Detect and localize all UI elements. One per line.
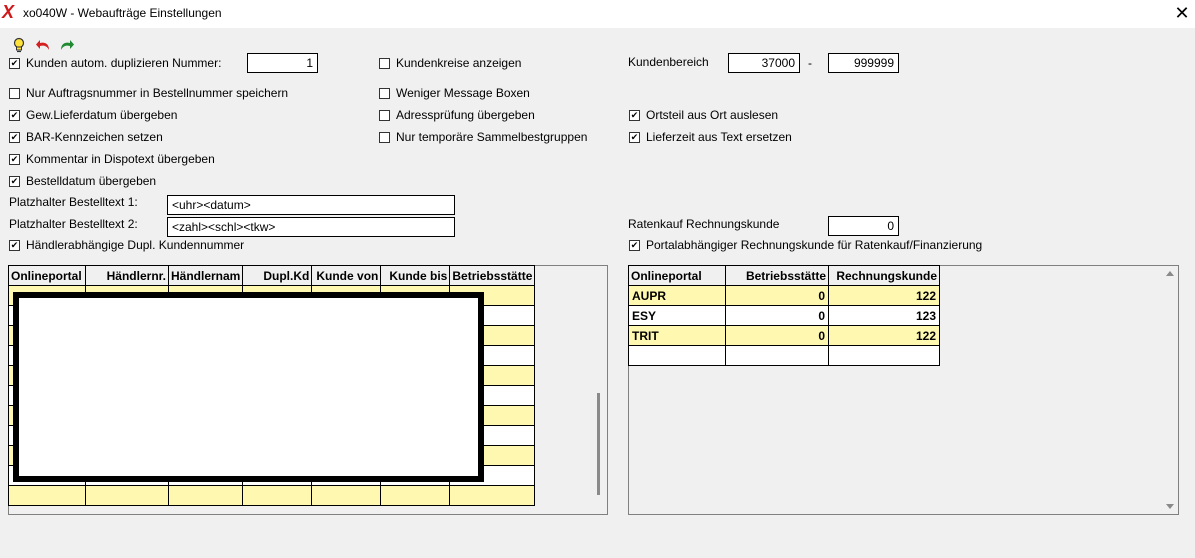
platzhalter2-label: Platzhalter Bestelltext 2: [9, 217, 138, 231]
option-label: Bestelldatum übergeben [26, 174, 157, 188]
checkbox[interactable] [379, 132, 390, 143]
option-ortsteil[interactable] [629, 108, 778, 122]
checkbox[interactable] [9, 88, 20, 99]
range-separator: - [808, 56, 812, 70]
table-row[interactable] [629, 346, 940, 366]
left-scrollbar-thumb[interactable] [597, 393, 600, 495]
redo-icon[interactable] [59, 37, 75, 53]
checkbox[interactable] [9, 58, 20, 69]
cell-portal: TRIT [629, 326, 726, 346]
option-kunden-dupl[interactable] [9, 56, 221, 70]
option-portal-rechnungskunde[interactable] [629, 238, 982, 252]
option-label: Kommentar in Dispotext übergeben [26, 152, 215, 166]
option-label: Weniger Message Boxen [396, 86, 530, 100]
lightbulb-icon[interactable] [11, 37, 27, 53]
cell-betriebsstaette: 0 [726, 286, 829, 306]
platzhalter1-input[interactable] [167, 195, 455, 215]
option-label: Ortsteil aus Ort auslesen [646, 108, 779, 122]
option-gew-lieferdatum[interactable] [9, 108, 177, 122]
checkbox[interactable] [629, 110, 640, 121]
window-title: xo040W - Webaufträge Einstellungen [23, 6, 222, 20]
checkbox[interactable] [379, 88, 390, 99]
column-header[interactable]: Rechnungskunde [829, 266, 940, 286]
column-header[interactable]: Onlineportal [629, 266, 726, 286]
close-icon[interactable]: ✕ [1174, 3, 1190, 23]
checkbox[interactable] [9, 240, 20, 251]
cell-betriebsstaette [726, 346, 829, 366]
column-header[interactable]: Onlineportal [9, 266, 86, 286]
option-adresspruefung[interactable] [379, 108, 535, 122]
cell-rechnungskunde: 122 [829, 286, 940, 306]
option-nur-auftragsnummer[interactable] [9, 86, 288, 100]
checkbox[interactable] [9, 132, 20, 143]
option-bestelldatum[interactable] [9, 174, 156, 188]
app-icon: X [2, 2, 15, 22]
kundenbereich-from-input[interactable] [728, 53, 800, 73]
checkbox[interactable] [379, 58, 390, 69]
undo-icon[interactable] [35, 37, 51, 53]
option-label: Gew.Lieferdatum übergeben [26, 108, 178, 122]
ratenkauf-input[interactable] [828, 216, 899, 236]
checkbox[interactable] [9, 110, 20, 121]
option-label: Kundenkreise anzeigen [396, 56, 522, 70]
checkbox[interactable] [629, 240, 640, 251]
scroll-down-icon[interactable] [1165, 503, 1175, 511]
column-header[interactable]: Kunde bis [381, 266, 450, 286]
table-row[interactable] [629, 286, 940, 306]
option-kommentar-dispotext[interactable] [9, 152, 215, 166]
option-kundenkreise[interactable] [379, 56, 521, 70]
cell-portal: ESY [629, 306, 726, 326]
kundenbereich-to-input[interactable] [828, 53, 899, 73]
option-sammelbestgruppen[interactable] [379, 130, 587, 144]
redaction-box [13, 292, 484, 482]
option-bar-kennzeichen[interactable] [9, 130, 163, 144]
platzhalter1-label: Platzhalter Bestelltext 1: [9, 195, 138, 209]
option-label: Adressprüfung übergeben [396, 108, 535, 122]
cell-betriebsstaette: 0 [726, 306, 829, 326]
checkbox[interactable] [9, 176, 20, 187]
option-label: Lieferzeit aus Text ersetzen [646, 130, 792, 144]
column-header[interactable]: Händlernr. [86, 266, 169, 286]
column-header[interactable]: Betriebsstätte [726, 266, 829, 286]
table-row[interactable] [9, 486, 535, 506]
option-label: Nur Auftragsnummer in Bestellnummer speichern [26, 86, 289, 100]
dup-number-input[interactable] [247, 53, 318, 73]
column-header[interactable]: Dupl.Kd [243, 266, 312, 286]
kundenbereich-label: Kundenbereich [628, 55, 709, 69]
rechnungskunde-table [628, 265, 940, 366]
table-row[interactable] [629, 306, 940, 326]
checkbox[interactable] [379, 110, 390, 121]
option-label: Nur temporäre Sammelbestgruppen [396, 130, 588, 144]
option-label: Händlerabhängige Dupl. Kundennummer [26, 238, 245, 252]
cell-rechnungskunde: 123 [829, 306, 940, 326]
checkbox[interactable] [9, 154, 20, 165]
option-label: Kunden autom. duplizieren Nummer: [26, 56, 222, 70]
cell-rechnungskunde: 122 [829, 326, 940, 346]
scroll-up-icon[interactable] [1165, 269, 1175, 277]
cell-betriebsstaette: 0 [726, 326, 829, 346]
option-lieferzeit[interactable] [629, 130, 792, 144]
cell-portal [629, 346, 726, 366]
option-haendler-dupl[interactable] [9, 238, 244, 252]
checkbox[interactable] [629, 132, 640, 143]
ratenkauf-label: Ratenkauf Rechnungskunde [628, 217, 780, 231]
option-label: BAR-Kennzeichen setzen [26, 130, 163, 144]
option-weniger-message[interactable] [379, 86, 530, 100]
column-header[interactable]: Betriebsstätte [450, 266, 535, 286]
option-label: Portalabhängiger Rechnungskunde für Ratenkauf/Finanzierung [646, 238, 983, 252]
cell-portal: AUPR [629, 286, 726, 306]
right-scrollbar[interactable] [1162, 266, 1178, 514]
column-header[interactable]: Händlernam [169, 266, 243, 286]
table-row[interactable] [629, 326, 940, 346]
column-header[interactable]: Kunde von [312, 266, 381, 286]
cell-rechnungskunde [829, 346, 940, 366]
platzhalter2-input[interactable] [167, 217, 455, 237]
